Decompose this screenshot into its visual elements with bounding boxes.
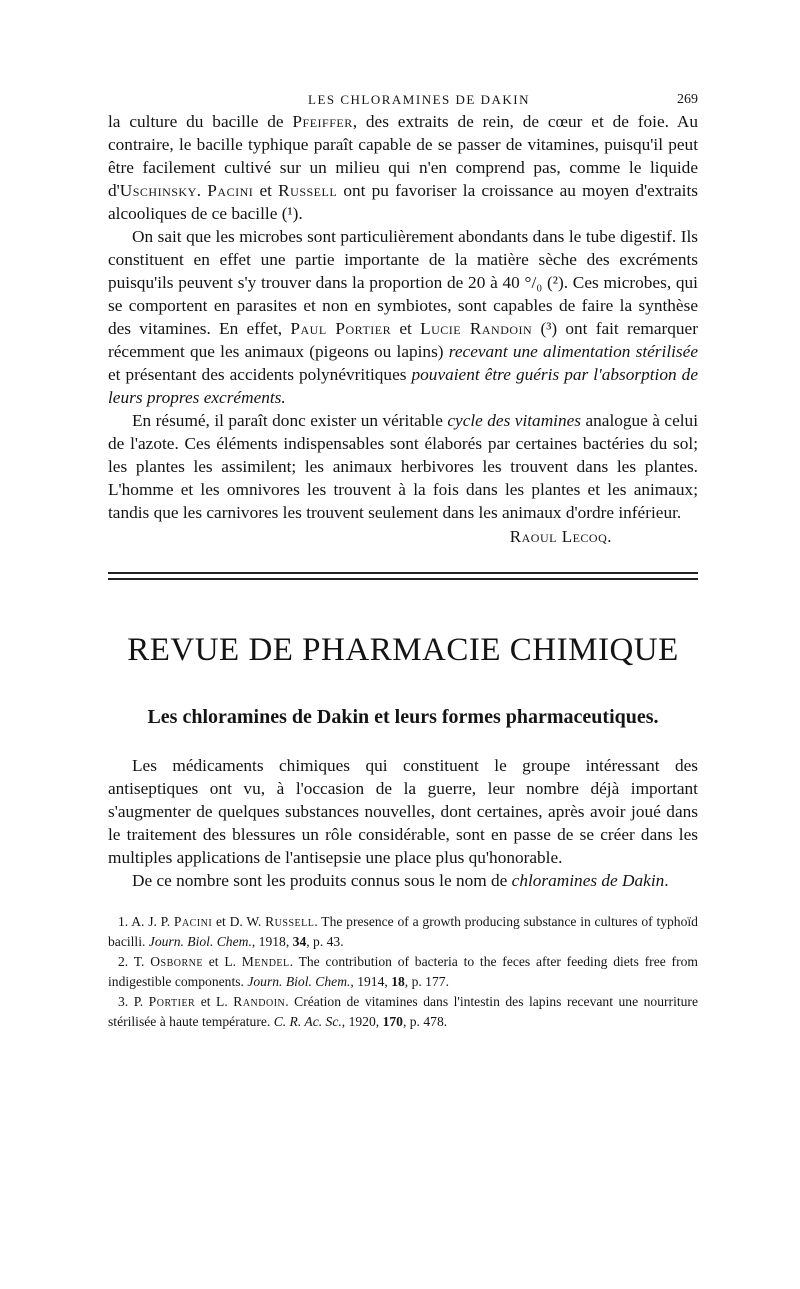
paragraph: la culture du bacille de Pfeiffer, des extraits de rein, de cœur et de foie. Au contraire, le bacille typhique paraît capable de se passer de vitamines, puisqu'il peut être facilement cultivé sur un milieu qui n'en comprend pas, comme le liquide d'Uschinsky. Pacini et Russell ont pu favoriser la croissance au moyen d'extraits alcooliques de ce bacille (¹).	[108, 112, 699, 223]
author-signature: Raoul Lecoq.	[509, 527, 612, 546]
paragraph: Les médicaments chimiques qui constituent le groupe intéressant des antiseptiques ont vu, à l'occasion de la guerre, leur nombre déjà important s'augmenter de quelques substances nouvelles, dont certaines, après avoir joué dans le traitement des blessures un rôle considérable, sont en passe de se créer dans les multiples applications de l'antisepsie une place plus qu'honorable.	[108, 756, 698, 867]
section-divider	[108, 572, 698, 580]
running-title: LES CHLORAMINES DE DAKIN	[308, 92, 530, 107]
footnote: 1. A. J. P. Pacini et D. W. Russell. The presence of a growth producing substance in cultures of typhoïd bacilli. Journ. Biol. Chem., 1918, 34, p. 43.	[108, 914, 698, 949]
page	[108, 86, 698, 1032]
article-end	[108, 110, 698, 548]
paragraph: On sait que les microbes sont particulièrement abondants dans le tube digestif. Ils constituent en effet une partie importante de la matière sèche des excréments puisqu'ils peuvent s'y trouver dans la proportion de 20 à 40 °/₀ (²). Ces microbes, qui se comportent en parasites et non en symbiotes, sont capables de faire la synthèse des vitamines. En effet, Paul Portier et Lucie Randoin (³) ont fait remarquer récemment que les animaux (pigeons ou lapins) recevant une alimentation stérilisée et présentant des accidents polynévritiques pouvaient être guéris par l'absorption de leurs propres excréments.	[108, 227, 698, 407]
footnotes	[108, 912, 698, 1032]
paragraph: De ce nombre sont les produits connus sous le nom de chloramines de Dakin.	[132, 871, 669, 890]
footnote: 3. P. Portier et L. Randoin. Création de vitamines dans l'intestin des lapins recevant une nourriture stérilisée à haute température. C. R. Ac. Sc., 1920, 170, p. 478.	[108, 994, 698, 1029]
section-heading: REVUE DE PHARMACIE CHIMIQUE	[127, 632, 679, 668]
page-number: 269	[677, 92, 698, 107]
article-title: Les chloramines de Dakin et leurs formes pharmaceutiques.	[147, 706, 659, 728]
paragraph: En résumé, il paraît donc exister un véritable cycle des vitamines analogue à celui de l'azote. Ces éléments indispensables sont élaborés par certaines bactéries du sol; les plantes les assimilent; les animaux herbivores les trouvent dans les plantes. L'homme et les omnivores les trouvent à la fois dans les plantes et les animaux; tandis que les carnivores les trouvent seulement dans les animaux d'ordre inférieur.	[108, 411, 698, 522]
footnote: 2. T. Osborne et L. Mendel. The contribution of bacteria to the feces after feeding diets free from indigestible components. Journ. Biol. Chem., 1914, 18, p. 177.	[108, 954, 698, 989]
article-body	[108, 754, 698, 892]
running-header	[108, 86, 698, 110]
